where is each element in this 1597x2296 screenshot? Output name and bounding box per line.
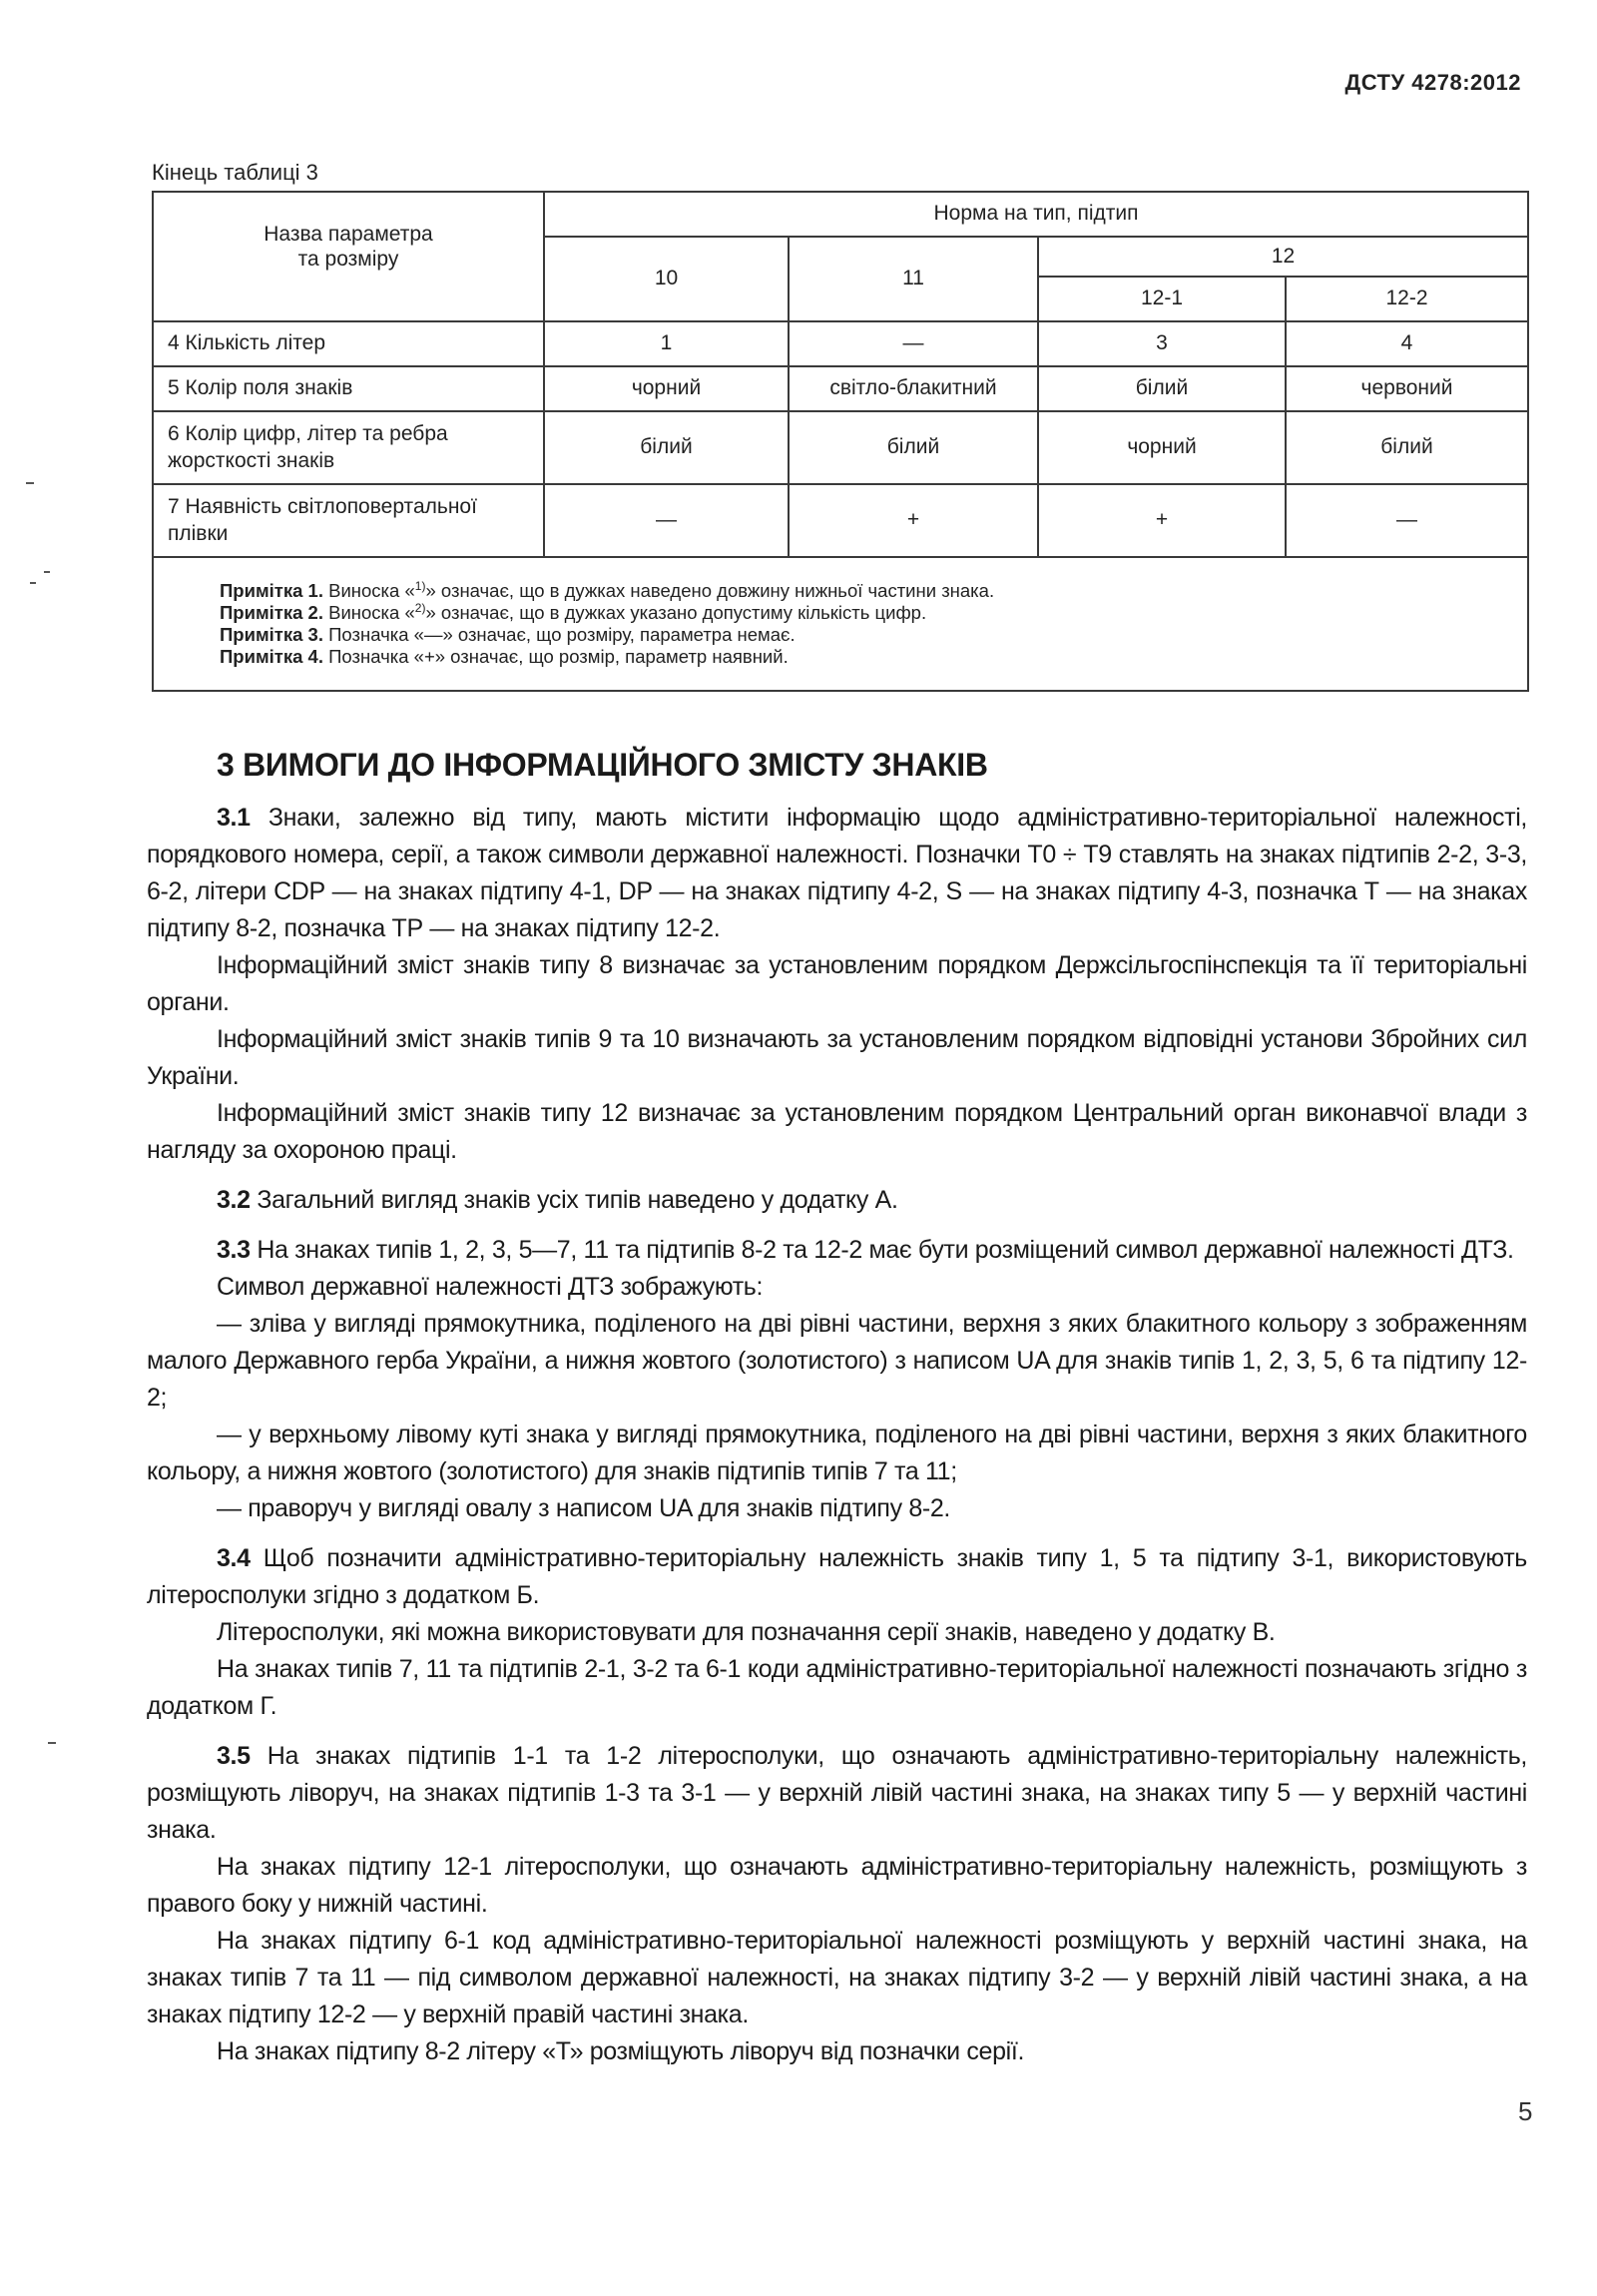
table-row [153,321,1528,366]
cell-value: білий [1286,411,1528,484]
paragraph [147,1849,1527,1923]
cell-value: — [1286,484,1528,557]
header-param-name-line1: Назва параметра [264,222,433,246]
clause-number: 3.4 [217,1544,251,1572]
paragraph-text: На знаках типів 7, 11 та підтипів 2-1, 3-2 та 6-1 коди адміністративно-територіальної належності позначають згідно з додатком Г. [147,1655,1527,1720]
paragraph-text: На знаках підтипів 1-1 та 1-2 літеросполуки, що означають адміністративно-територіальну належність, розміщують ліворуч, на знаках підтипів 1-3 та 3-1 — у верхній лівій частині знака, на знаках типу 5 — у верхній частині знака. [147,1742,1527,1844]
header-type-11: 11 [789,237,1038,321]
note-text: Позначка «—» означає, що розміру, параметра немає. [322,624,796,645]
cell-value: білий [1038,366,1286,411]
table-row [153,366,1528,411]
note-label: Примітка 1. [220,580,323,601]
paragraph-text: На знаках підтипу 8-2 літеру «Т» розміщують ліворуч від позначки серії. [217,2037,1025,2065]
note-text: » означає, що в дужках наведено довжину нижньої частини знака. [425,580,995,601]
note-2 [220,602,1527,624]
clause-number: 3.1 [217,804,251,832]
clause-number: 3.5 [217,1742,251,1770]
note-sup: 2) [414,601,426,615]
cell-value: білий [789,411,1038,484]
header-param-name-line2: та розміру [297,248,399,271]
table-row [153,411,1528,484]
cell-value: + [1038,484,1286,557]
cell-value: — [544,484,789,557]
cell-value: білий [544,411,789,484]
header-norm-group: Норма на тип, підтип [544,192,1528,237]
document-code: ДСТУ 4278:2012 [1344,70,1521,95]
clause-number: 3.3 [217,1236,251,1264]
paragraph-text: На знаках підтипу 6-1 код адміністративно-територіальної належності розміщують у верхній частині знака, на знаках типів 7 та 11 — під символом державної належності, на знаках підтипу 3-2 — у верхній лівій частині знака, а на знаках підтипу 12-2 — у верхній правій частині знака. [147,1927,1527,2028]
param-name: 7 Наявність світлоповертальної плівки [153,484,544,557]
paragraph-3-3 [147,1232,1527,1269]
parameters-table [152,191,1529,692]
note-1 [220,580,1527,602]
paragraph-text: — зліва у вигляді прямокутника, поділеного на дві рівні частини, верхня з яких блакитного кольору з зображенням малого Державного герба України, а нижня жовтого (золотистого) з написом UA для знаків типів 1, 2, 3, 5, 6 та підтипу 12-2; [147,1310,1527,1412]
note-label: Примітка 3. [220,624,323,645]
paragraph [147,1021,1527,1095]
paragraph-text: Літеросполуки, які можна використовувати для позначання серії знаків, наведено у додатку В. [217,1618,1276,1646]
cell-value: чорний [544,366,789,411]
paragraph [147,2033,1527,2070]
param-name: 4 Кількість літер [153,321,544,366]
paragraph-text: Загальний вигляд знаків усіх типів наведено у додатку А. [250,1186,898,1214]
paragraph-text: Інформаційний зміст знаків типу 12 визначає за установленим порядком Центральний орган виконавчої влади з нагляду за охороною праці. [147,1099,1527,1164]
header-param-name [153,192,544,321]
header-subtype-12-1: 12-1 [1038,277,1286,321]
cell-value: світло-блакитний [789,366,1038,411]
note-3 [220,624,1527,646]
scan-artifact [44,571,50,573]
paragraph [147,947,1527,1021]
header-type-12: 12 [1038,237,1528,277]
note-text: Виноска « [322,602,415,623]
paragraph-3-2 [147,1182,1527,1219]
paragraph [147,1651,1527,1725]
paragraph-3-4 [147,1540,1527,1614]
paragraph [147,1269,1527,1306]
paragraph-text: Інформаційний зміст знаків типів 9 та 10 визначають за установленим порядком відповідні установи Збройних сил України. [147,1025,1527,1090]
paragraph [147,1923,1527,2033]
cell-value: + [789,484,1038,557]
page-number: 5 [1518,2096,1533,2126]
table-row [153,484,1528,557]
paragraph-3-5 [147,1738,1527,1849]
note-text: Виноска « [322,580,415,601]
paragraph [147,1095,1527,1169]
cell-value: 4 [1286,321,1528,366]
note-sup: 1) [414,579,426,593]
paragraph [147,1614,1527,1651]
clause-number: 3.2 [217,1186,251,1214]
section-body [147,800,1527,2070]
param-name: 6 Колір цифр, літер та ребра жорсткості знаків [153,411,544,484]
cell-value: чорний [1038,411,1286,484]
header-subtype-12-2: 12-2 [1286,277,1528,321]
cell-value: — [789,321,1038,366]
paragraph-text: Щоб позначити адміністративно-територіальну належність знаків типу 1, 5 та підтипу 3-1, використовують літеросполуки згідно з додатком Б. [147,1544,1527,1609]
note-4 [220,646,1527,668]
header-type-10: 10 [544,237,789,321]
scan-artifact [26,482,34,484]
note-label: Примітка 2. [220,602,323,623]
paragraph-text: Інформаційний зміст знаків типу 8 визначає за установленим порядком Держсільгоспінспекція та її територіальні органи. [147,951,1527,1016]
note-label: Примітка 4. [220,646,323,667]
list-item [147,1306,1527,1417]
section-heading: 3 ВИМОГИ ДО ІНФОРМАЦІЙНОГО ЗМІСТУ ЗНАКІВ [217,747,988,783]
paragraph-text: Знаки, залежно від типу, мають містити інформацію щодо адміністративно-територіальної належності, порядкового номера, серії, а також символи державної належності. Позначки Т0 ÷ Т9 ставлять на знаках підтипів 2-2, 3-3, 6-2, літери CDP — на знаках підтипу 4-1, DP — на знаках підтипу 4-2, S — на знаках підтипу 4-3, позначка Т — на знаках підтипу 8-2, позначка ТР — на знаках підтипу 12-2. [147,804,1527,942]
list-item [147,1490,1527,1527]
cell-value: 1 [544,321,789,366]
paragraph-text: — у верхньому лівому куті знака у вигляді прямокутника, поділеного на дві рівні частини, верхня з яких блакитного кольору, а нижня жовтого (золотистого) для знаків підтипів типів 7 та 11; [147,1421,1527,1485]
paragraph-text: — праворуч у вигляді овалу з написом UA для знаків підтипу 8-2. [217,1494,950,1522]
paragraph-3-1 [147,800,1527,947]
scan-artifact [48,1742,56,1744]
paragraph-text: На знаках підтипу 12-1 літеросполуки, що означають адміністративно-територіальну належність, розміщують з правого боку у нижній частині. [147,1853,1527,1918]
paragraph-text: Символ державної належності ДТЗ зображують: [217,1273,764,1301]
cell-value: 3 [1038,321,1286,366]
scan-artifact [30,582,36,584]
param-name: 5 Колір поля знаків [153,366,544,411]
cell-value: червоний [1286,366,1528,411]
table-caption: Кінець таблиці 3 [152,160,318,185]
table-notes [153,557,1528,691]
paragraph-text: На знаках типів 1, 2, 3, 5—7, 11 та підтипів 8-2 та 12-2 має бути розміщений символ державної належності ДТЗ. [250,1236,1514,1264]
note-text: Позначка «+» означає, що розмір, параметр наявний. [322,646,789,667]
note-text: » означає, що в дужках указано допустиму кількість цифр. [425,602,927,623]
list-item [147,1417,1527,1490]
